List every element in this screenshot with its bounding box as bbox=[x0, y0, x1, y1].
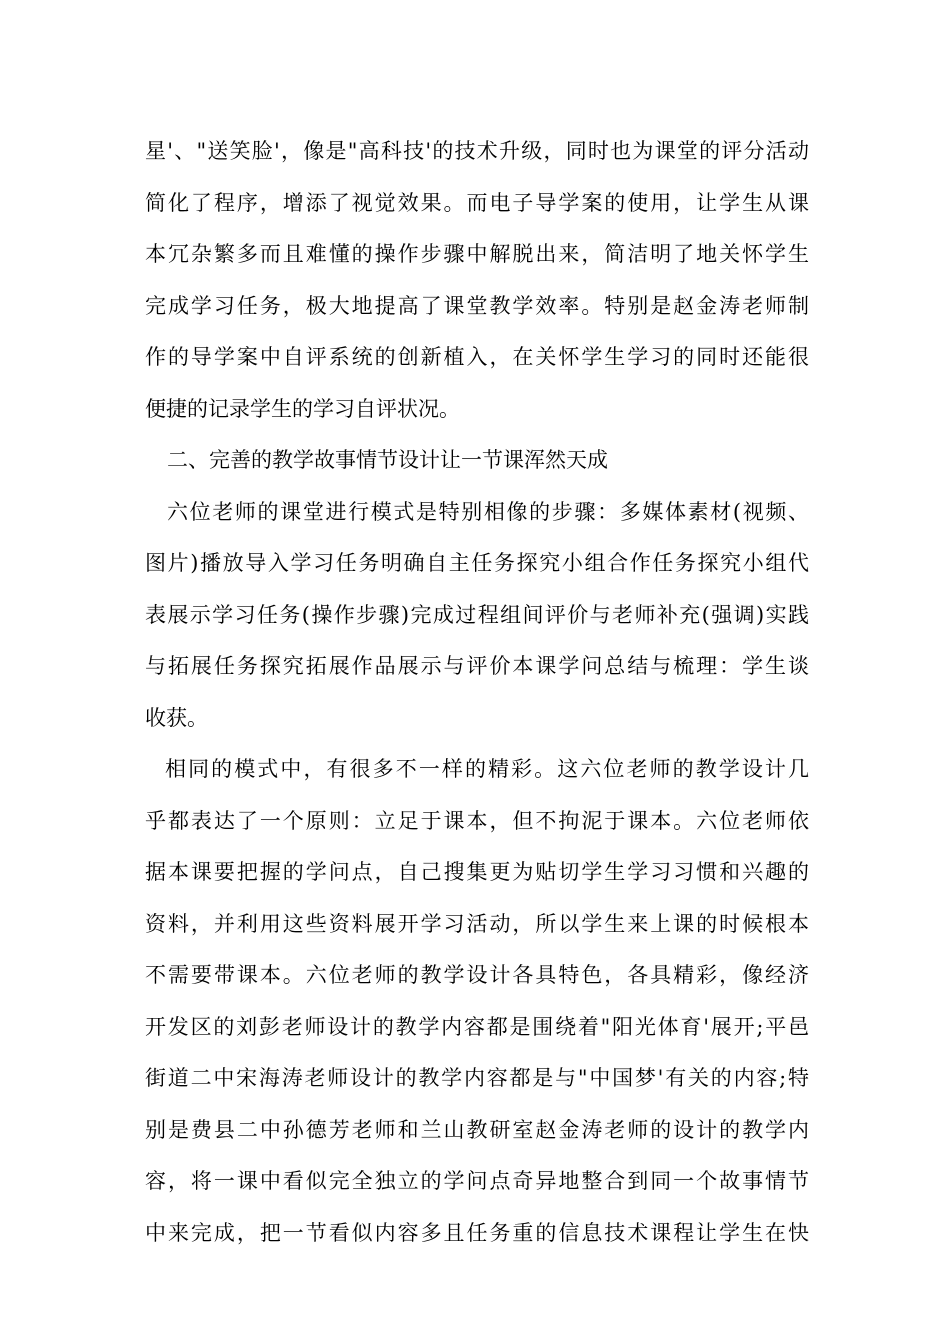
text-line: 作的导学案中自评系统的创新植入，在关怀学生学习的同时还能很 bbox=[145, 345, 809, 369]
heading-line: 二、完善的教学故事情节设计让一节课浑然天成 bbox=[167, 448, 608, 472]
text-line: 六位老师的课堂进行模式是特别相像的步骤：多媒体素材(视频、 bbox=[167, 499, 809, 524]
text-line: 相同的模式中，有很多不一样的精彩。这六位老师的教学设计几 bbox=[165, 757, 809, 781]
text-line: 表展示学习任务(操作步骤)完成过程组间评价与老师补充(强调)实践 bbox=[145, 602, 809, 627]
text-line: 中来完成，把一节看似内容多且任务重的信息技术课程让学生在快 bbox=[145, 1220, 809, 1245]
text-line: 容，将一课中看似完全独立的学问点奇异地整合到同一个故事情节 bbox=[145, 1169, 809, 1193]
text-line: 图片)播放导入学习任务明确自主任务探究小组合作任务探究小组代 bbox=[145, 551, 809, 575]
text-line: 乎都表达了一个原则：立足于课本，但不拘泥于课本。六位老师依 bbox=[145, 808, 809, 833]
section-heading bbox=[145, 440, 809, 492]
text-line: 便捷的记录学生的学习自评状况。 bbox=[145, 396, 460, 421]
paragraph-3 bbox=[145, 749, 809, 1264]
text-line: 简化了程序，增添了视觉效果。而电子导学案的使用，让学生从课 bbox=[145, 190, 809, 215]
text-line: 别是费县二中孙德芳老师和兰山教研室赵金涛老师的设计的教学内 bbox=[145, 1117, 809, 1142]
text-line: 开发区的刘彭老师设计的教学内容都是围绕着"阳光体育'展开;平邑 bbox=[145, 1014, 809, 1039]
text-line: 本冗杂繁多而且难懂的操作步骤中解脱出来，简洁明了地关怀学生 bbox=[145, 242, 809, 266]
text-line: 不需要带课本。六位老师的教学设计各具特色，各具精彩，像经济 bbox=[145, 963, 809, 987]
document-page bbox=[145, 131, 809, 1264]
text-line: 资料，并利用这些资料展开学习活动，所以学生来上课的时候根本 bbox=[145, 911, 809, 936]
paragraph-1 bbox=[145, 131, 809, 440]
text-line: 街道二中宋海涛老师设计的教学内容都是与"中国梦'有关的内容;特 bbox=[145, 1066, 809, 1090]
paragraph-2 bbox=[145, 492, 809, 750]
text-line: 星'、"送笑脸'，像是"高科技'的技术升级，同时也为课堂的评分活动 bbox=[145, 139, 809, 163]
text-line: 与拓展任务探究拓展作品展示与评价本课学问总结与梳理：学生谈 bbox=[145, 654, 809, 678]
text-line: 完成学习任务，极大地提高了课堂教学效率。特别是赵金涛老师制 bbox=[145, 293, 809, 318]
text-line: 据本课要把握的学问点，自己搜集更为贴切学生学习习惯和兴趣的 bbox=[145, 860, 809, 884]
text-line: 收获。 bbox=[145, 705, 208, 730]
